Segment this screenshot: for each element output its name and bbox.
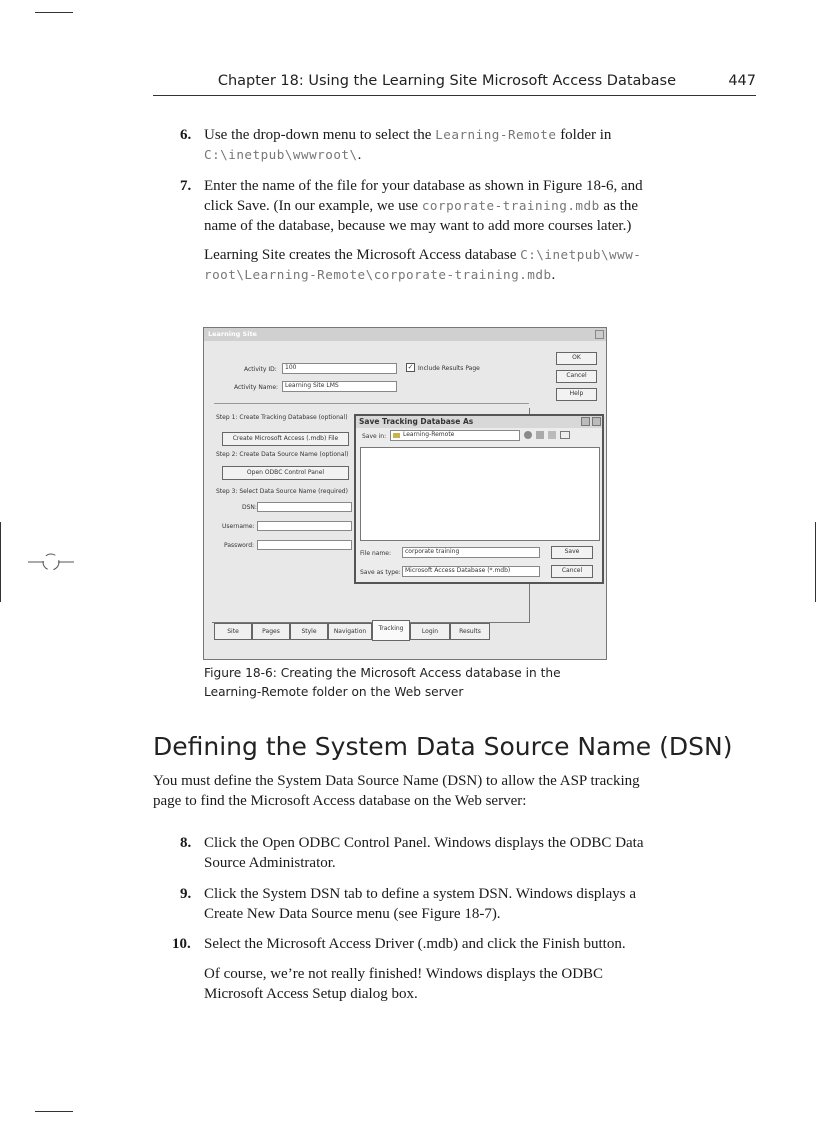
text: folder in: [556, 127, 612, 143]
tab-navigation[interactable]: Navigation: [328, 623, 372, 640]
step-8-number: 8.: [180, 835, 192, 851]
close-icon[interactable]: [595, 330, 604, 339]
tab-site[interactable]: Site: [214, 623, 252, 640]
step-number: 6.: [180, 127, 192, 143]
running-header: [153, 73, 756, 96]
code-path: Learning-Remote: [435, 127, 557, 142]
tab-login[interactable]: Login: [410, 623, 450, 640]
closing-line1: Of course, we’re not really finished! Windows displays the ODBC: [204, 966, 604, 982]
step1-label: Step 1: Create Tracking Database (optional): [216, 414, 348, 421]
password-label: Password:: [224, 542, 255, 549]
cancel-button[interactable]: Cancel: [556, 370, 597, 383]
file-name-label: File name:: [360, 550, 391, 557]
text: .: [551, 267, 556, 283]
window-title: Learning Site: [204, 328, 606, 341]
caption-line2: Learning-Remote folder on the Web server: [204, 685, 464, 699]
step-7-line1: Enter the name of the file for your database as shown in Figure 18-6, and: [204, 178, 643, 194]
save-dialog-title: Save Tracking Database As: [356, 416, 602, 428]
create-database-button[interactable]: Create Microsoft Access (.mdb) File: [222, 432, 349, 446]
help-icon[interactable]: [581, 417, 590, 426]
close-icon[interactable]: [592, 417, 601, 426]
dialog-cancel-button[interactable]: Cancel: [551, 565, 593, 578]
tab-pages[interactable]: Pages: [252, 623, 290, 640]
include-results-checkbox[interactable]: ✓: [407, 363, 414, 371]
figure-screenshot: [203, 327, 607, 660]
text: click Save. (In our example, we use: [204, 198, 422, 214]
intro-line1: You must define the System Data Source Name (DSN) to allow the ASP tracking: [153, 773, 640, 789]
registration-mark: [28, 550, 74, 574]
step-10-line1: Select the Microsoft Access Driver (.mdb) and click the Finish button.: [204, 936, 626, 952]
figure-caption: [204, 664, 561, 702]
section-heading: Defining the System Data Source Name (DSN): [153, 732, 733, 761]
step-8-line1: Click the Open ODBC Control Panel. Windows displays the ODBC Data: [204, 835, 644, 851]
file-name-input[interactable]: corporate training: [402, 547, 540, 558]
code-filename: corporate-training.mdb: [421, 198, 600, 213]
step2-label: Step 2: Create Data Source Name (optional): [216, 451, 349, 458]
step-7: [180, 176, 191, 196]
code-path: C:\inetpub\wwwroot\: [204, 147, 358, 162]
divider: [214, 403, 529, 404]
crop-mark-top: [35, 12, 73, 13]
save-button[interactable]: Save: [551, 546, 593, 559]
text: Use the drop-down menu to select the: [204, 127, 436, 143]
save-in-label: Save in:: [362, 433, 387, 440]
tab-style[interactable]: Style: [290, 623, 328, 640]
text: as the: [599, 198, 638, 214]
step-9-line1: Click the System DSN tab to define a system DSN. Windows displays a: [204, 886, 637, 902]
step-7-line3: name of the database, because we may want to add more courses later.): [204, 218, 632, 234]
step-6: [180, 125, 191, 145]
dsn-label: DSN:: [242, 504, 257, 511]
caption-line1: Figure 18-6: Creating the Microsoft Access database in the: [204, 666, 561, 680]
step-8-line2: Source Administrator.: [204, 855, 336, 871]
views-icon[interactable]: [560, 431, 570, 439]
help-button[interactable]: Help: [556, 388, 597, 401]
code-path: C:\inetpub\www-: [520, 247, 642, 262]
text: .: [357, 147, 362, 163]
crop-mark-bottom: [35, 1111, 73, 1112]
save-in-select[interactable]: Learning-Remote: [390, 430, 520, 441]
result-line1: [204, 245, 641, 265]
crop-mark-left-vertical: [0, 522, 1, 602]
chapter-title: Chapter 18: Using the Learning Site Microsoft Access Database: [217, 73, 676, 89]
code-path: root\Learning-Remote\corporate-training.mdb: [204, 267, 552, 282]
step-6-line2: [204, 145, 361, 165]
activity-id-input[interactable]: 100: [282, 363, 397, 374]
save-dialog: [354, 414, 604, 584]
intro-line2: page to find the Microsoft Access database on the Web server:: [153, 793, 527, 809]
step-9-line2: Create New Data Source menu (see Figure 18-7).: [204, 906, 501, 922]
step3-label: Step 3: Select Data Source Name (required): [216, 488, 348, 495]
include-results-label: Include Results Page: [418, 365, 480, 372]
new-folder-icon[interactable]: [548, 431, 556, 439]
ok-button[interactable]: OK: [556, 352, 597, 365]
file-list[interactable]: [360, 447, 600, 541]
username-label: Username:: [222, 523, 255, 530]
step-6-line1: [204, 125, 611, 145]
closing-line2: Microsoft Access Setup dialog box.: [204, 986, 418, 1002]
up-folder-icon[interactable]: [536, 431, 544, 439]
step-10-number: 10.: [172, 936, 191, 952]
save-as-type-label: Save as type:: [360, 569, 401, 576]
step-9-number: 9.: [180, 886, 192, 902]
tab-results[interactable]: Results: [450, 623, 490, 640]
save-as-type-select[interactable]: Microsoft Access Database (*.mdb): [402, 566, 540, 577]
back-icon[interactable]: [524, 431, 532, 439]
activity-name-label: Activity Name:: [234, 384, 279, 391]
result-line2: [204, 265, 555, 285]
page-number: 447: [728, 73, 756, 89]
step-number: 7.: [180, 178, 192, 194]
activity-id-label: Activity ID:: [244, 366, 277, 373]
folder-icon: [393, 433, 400, 438]
text: Learning Site creates the Microsoft Access database: [204, 247, 521, 263]
activity-name-input[interactable]: Learning Site LMS: [282, 381, 397, 392]
toolbar-icons[interactable]: [524, 430, 576, 441]
step-7-line2: [204, 196, 638, 216]
open-odbc-button[interactable]: Open ODBC Control Panel: [222, 466, 349, 480]
tab-tracking[interactable]: Tracking: [372, 620, 410, 641]
